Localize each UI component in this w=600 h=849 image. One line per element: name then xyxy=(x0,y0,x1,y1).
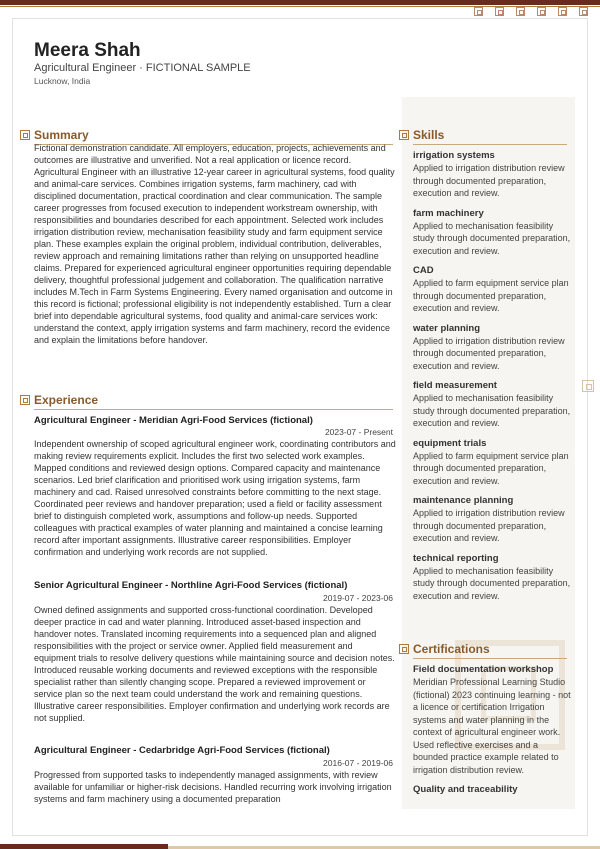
skill-description: Applied to mechanisation feasibility study through documented preparation, execution and review. xyxy=(413,220,571,256)
skill-description: Applied to irrigation distribution review through documented preparation, execution and review. xyxy=(413,335,565,371)
job-dates: 2016-07 - 2019-06 xyxy=(323,758,393,768)
section-motif-icon xyxy=(20,395,30,405)
job-description: Independent ownership of scoped agricultural engineer work, coordinating contributors and making review requirements explicit. Includes the first two selected work examples. Mapped conditions and reviewed design options. Compared capacity and maintenance scenarios. Led brief clarification and prioritised work using irrigation systems, farm machinery and cad. Raised unresolved constraints before committing to the next stage. Coordinated peer reviews and handover preparation; used a field or facility assessment brief to distinguish completed work, assumptions and follow-up needs. Supported colleagues with practical examples of water planning and maintained a concise learning record after important assignments. Illustrative career responsibilities. Employer confirmation and underlying work records are not supplied. xyxy=(34,439,396,557)
skill-description: Applied to mechanisation feasibility study through documented preparation, execution and review. xyxy=(413,393,571,428)
skill-item xyxy=(413,438,573,488)
certifications-heading: Certifications xyxy=(413,642,490,656)
skill-name: water planning xyxy=(413,322,481,334)
section-divider xyxy=(413,144,567,145)
certifications-section-header xyxy=(399,642,569,658)
section-divider xyxy=(34,409,393,410)
skill-name: farm machinery xyxy=(413,207,484,219)
certification-description: Meridian Professional Learning Studio (fictional) 2023 continuing learning - not a licence or certification Irrigation systems and water planning in the context of agricultural engineer work. Used reflective exercises and a bounded practice example related to irrigation distribution review. xyxy=(413,677,571,775)
square-motif-icon xyxy=(474,7,483,16)
skill-name: irrigation systems xyxy=(413,150,495,161)
job-dates: 2019-07 - 2023-06 xyxy=(323,593,393,603)
skill-item xyxy=(413,208,573,258)
skill-name: field measurement xyxy=(413,380,497,391)
top-accent-bar xyxy=(0,0,600,5)
square-motif-icon xyxy=(495,7,504,16)
section-motif-icon xyxy=(399,130,409,140)
job-title: Senior Agricultural Engineer - Northline Agri-Food Services (fictional) xyxy=(34,580,348,591)
candidate-name: Meera Shah xyxy=(34,40,141,61)
certification-name: Quality and traceability xyxy=(413,784,518,795)
skill-description: Applied to irrigation distribution review through documented preparation, execution and review. xyxy=(413,508,565,543)
square-motif-icon xyxy=(537,7,546,16)
skill-item xyxy=(413,323,573,373)
skill-item xyxy=(413,380,573,430)
experience-heading: Experience xyxy=(34,393,99,407)
job-description: Progressed from supported tasks to independently managed assignments, with review available for unfamiliar or higher-risk decisions. Handled recurring work involving irrigation systems and farm machinery using a documented preparation xyxy=(34,770,392,804)
skill-description: Applied to farm equipment service plan through documented preparation, execution and review. xyxy=(413,278,569,313)
certifications-list xyxy=(413,664,573,804)
job-description: Owned defined assignments and supported cross-functional coordination. Developed deeper practice in cad and water planning. Introduced asset-based inspection and handover notes. Translated incoming requirements into a sequenced plan and aligned responsibilities with the project or service owner. Applied field measurement and equipment trials to resolve delivery questions while maintaining source and decision notes. Introduced reusable working documents and reviewed exceptions with the responsible specialist rather than silently changing scope. Prepared a reviewed improvement or service plan so the next team could understand the work and remaining questions. Illustrative career responsibilities. Employer confirmation and underlying work records are not supplied. xyxy=(34,605,395,723)
candidate-subtitle: Agricultural Engineer · FICTIONAL SAMPLE xyxy=(34,62,251,74)
section-divider xyxy=(413,658,567,659)
side-square-motif-icon xyxy=(582,380,594,392)
certification-item xyxy=(413,784,573,796)
skill-name: technical reporting xyxy=(413,552,499,564)
square-motif-icon xyxy=(558,7,567,16)
skill-item xyxy=(413,265,573,315)
job-title: Agricultural Engineer - Meridian Agri-Food Services (fictional) xyxy=(34,415,313,426)
candidate-location: Lucknow, India xyxy=(34,76,91,86)
bottom-accent-highlight xyxy=(0,844,168,849)
skill-item xyxy=(413,150,573,200)
skill-item xyxy=(413,495,573,545)
skill-name: CAD xyxy=(413,265,434,276)
skill-description: Applied to mechanisation feasibility study through documented preparation, execution and review. xyxy=(413,565,571,601)
summary-heading: Summary xyxy=(34,128,89,142)
skill-item xyxy=(413,553,573,603)
summary-text: Fictional demonstration candidate. All employers, education, projects, achievements and outcomes are illustrative and unverified. Not a real application or licence record. Agricultural Engineer with an illustrative 12-year career in agricultural systems, food quality and animal-care services. Combines irrigation systems, farm machinery, cad with disciplined documentation, practical coordination and clear communication. The sample career progresses from focused execution to independent workstream ownership, with responsibilities and boundaries described for each appointment. Selected work includes irrigation distribution review, mechanisation feasibility study and farm equipment service plan. These examples explain the original problem, individual contribution, deliverables, review approach and remaining limitations rather than relying on unsupported headline claims. Prepared for experienced agricultural engineer opportunities requiring dependable delivery, thoughtful professional judgement and collaboration. The qualification narrative includes M.Tech in Farm Systems Engineering. Every named organisation and outcome in this record is fictional; professional eligibility is not independently established. Turn a clear brief into dependable agricultural systems, food quality and animal-care services work: understand the context, apply irrigation systems and farm machinery, record the evidence and explain the limitations before handover. xyxy=(34,143,395,345)
job-dates: 2023-07 - Present xyxy=(324,427,393,437)
skill-name: maintenance planning xyxy=(413,495,514,506)
certification-name: Field documentation workshop xyxy=(413,664,554,675)
square-motif-icon xyxy=(516,7,525,16)
skills-list xyxy=(413,150,573,610)
experience-section-header xyxy=(20,393,393,409)
skills-heading: Skills xyxy=(413,128,445,142)
section-motif-icon xyxy=(20,130,30,140)
certification-item xyxy=(413,664,573,776)
section-motif-icon xyxy=(399,644,409,654)
skill-description: Applied to farm equipment service plan through documented preparation, execution and review. xyxy=(413,450,569,486)
skills-section-header xyxy=(399,128,569,144)
job-title: Agricultural Engineer - Cedarbridge Agri-Food Services (fictional) xyxy=(34,745,330,756)
skill-description: Applied to irrigation distribution review through documented preparation, execution and review. xyxy=(413,163,565,198)
skill-name: equipment trials xyxy=(413,437,487,449)
square-motif-icon xyxy=(579,7,588,16)
